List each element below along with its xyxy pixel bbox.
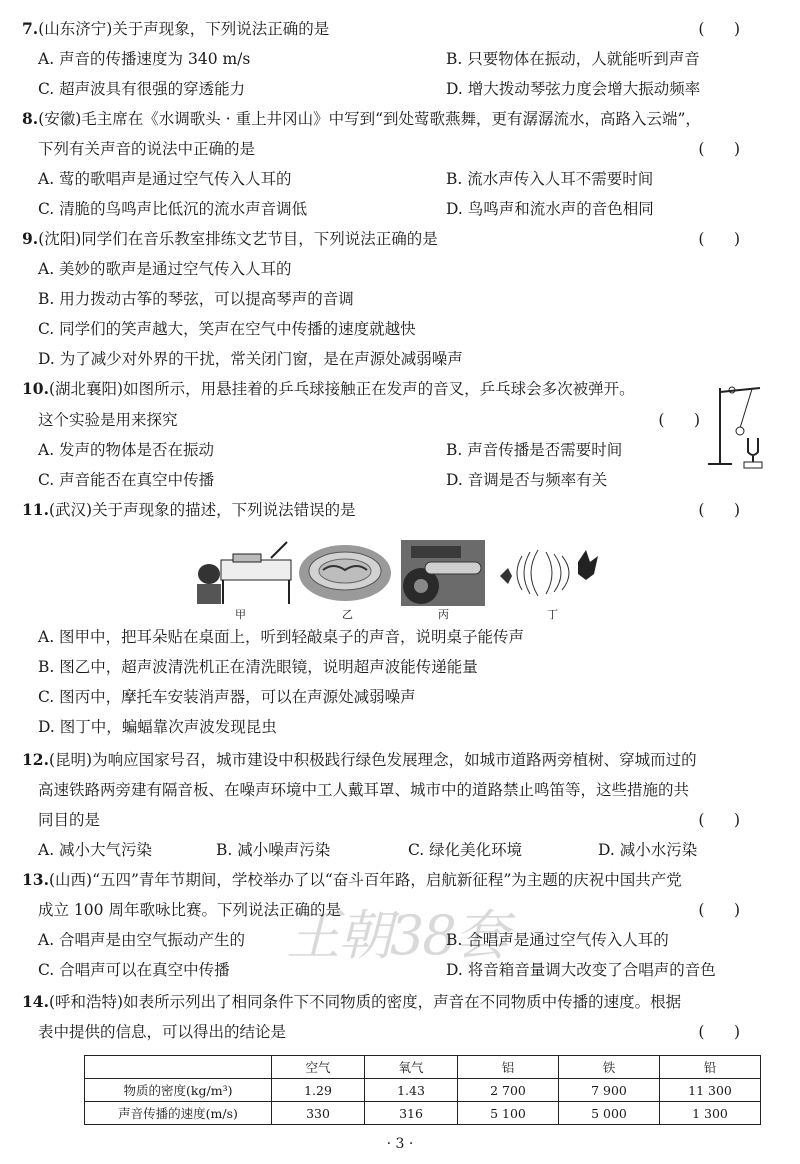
table-row-label: 物质的密度(kg/m³): [85, 1079, 272, 1102]
q9-source: (沈阳): [38, 230, 82, 248]
q7-stem-line: [22, 17, 770, 41]
q14-stem: 如表所示列出了相同条件下不同物质的密度，声音在不同物质中传播的速度。根据: [123, 993, 682, 1011]
table-cell: 7 900: [559, 1079, 660, 1102]
q13-option-c: C. 合唱声可以在真空中传播: [38, 961, 230, 979]
q11-answer-paren: ( ): [698, 501, 740, 519]
q12-stem-line3: [38, 808, 770, 832]
q14-stem2: 表中提供的信息，可以得出的结论是: [38, 1023, 287, 1041]
q7-number: 7.: [22, 19, 39, 38]
q8-option-c: C. 清脆的鸟鸣声比低沉的流水声音调低: [38, 200, 308, 218]
table-cell: 316: [365, 1102, 458, 1125]
figure-label-jia: 甲: [235, 608, 246, 621]
q12-source: (昆明): [48, 751, 93, 769]
q9-option-b: B. 用力拨动古筝的琴弦，可以提高琴声的音调: [38, 290, 354, 308]
q12-option-c: C. 绿化美化环境: [408, 841, 523, 859]
table-row: [85, 1102, 761, 1125]
q10-stem-line: [22, 377, 700, 401]
table-cell: 2 700: [458, 1079, 559, 1102]
figure-bing-motorcycle-muffler: [401, 540, 485, 606]
q10-answer-paren: ( ): [658, 411, 700, 429]
table-cell: 1 300: [660, 1102, 761, 1125]
table-header-cell: 铝: [458, 1056, 559, 1079]
q7-options-cd: [38, 77, 770, 101]
q13-source: (山西): [48, 871, 93, 889]
q10-stem-line2: [38, 408, 700, 432]
q11-source: (武汉): [48, 501, 93, 519]
q7-options-ab: [38, 47, 770, 71]
q10-source: (湖北襄阳): [48, 380, 124, 398]
q10-number: 10.: [22, 379, 49, 398]
table-row-label: 声音传播的速度(m/s): [85, 1102, 272, 1125]
q13-option-d: D. 将音箱音量调大改变了合唱声的音色: [446, 961, 716, 979]
q10-option-b: B. 声音传播是否需要时间: [446, 441, 623, 459]
table-header-cell: [85, 1056, 272, 1079]
table-header-row: [85, 1056, 761, 1079]
q8-source: (安徽): [38, 110, 82, 128]
q8-number: 8.: [22, 109, 39, 128]
q8-stem-line: [22, 107, 770, 131]
q12-stem-line: [22, 748, 770, 772]
q8-options-ab: [38, 167, 770, 191]
q9-stem-line: [22, 227, 770, 251]
figure-yi-ultrasonic-cleaner: [297, 540, 393, 606]
page-number: · 3 ·: [386, 1136, 414, 1152]
q12-stem-line2: 高速铁路两旁建有隔音板、在噪声环境中工人戴耳罩、城市中的道路禁止鸣笛等，这些措施的共: [38, 781, 690, 799]
q8-stem-line2: [38, 137, 770, 161]
q7-option-c: C. 超声波具有很强的穿透能力: [38, 80, 246, 98]
q12-number: 12.: [22, 750, 49, 769]
q14-source: (呼和浩特): [48, 993, 124, 1011]
q13-options-ab: [38, 928, 770, 952]
table-row: [85, 1079, 761, 1102]
table-header-cell: 铁: [559, 1056, 660, 1079]
q14-stem-line2: [38, 1020, 770, 1044]
q11-option-d: D. 图丁中，蝙蝠靠次声波发现昆虫: [38, 718, 277, 736]
q13-stem2: 成立 100 周年歌咏比赛。下列说法正确的是: [38, 901, 341, 919]
q11-stem: 关于声现象的描述，下列说法错误的是: [92, 501, 356, 519]
q12-answer-paren: ( ): [698, 811, 740, 829]
table-cell: 330: [272, 1102, 365, 1125]
density-speed-table: [84, 1055, 761, 1125]
q7-answer-paren: ( ): [698, 20, 740, 38]
q8-answer-paren: ( ): [698, 140, 740, 158]
q11-option-a: A. 图甲中，把耳朵贴在桌面上，听到轻敲桌子的声音，说明桌子能传声: [38, 628, 525, 646]
q12-options: [38, 838, 770, 862]
table-cell: 1.43: [365, 1079, 458, 1102]
q12-option-a: A. 减小大气污染: [38, 841, 153, 859]
q10-stem: 如图所示，用悬挂着的乒乓球接触正在发声的音叉，乒乓球会多次被弹开。: [123, 380, 635, 398]
q7-option-a: A. 声音的传播速度为 340 m/s: [38, 50, 251, 68]
q11-number: 11.: [22, 500, 49, 519]
q13-stem-line2: [38, 898, 770, 922]
q12-option-b: B. 减小噪声污染: [216, 841, 331, 859]
q9-answer-paren: ( ): [698, 230, 740, 248]
q8-option-b: B. 流水声传入人耳不需要时间: [446, 170, 654, 188]
q9-option-a: A. 美妙的歌声是通过空气传入人耳的: [38, 260, 292, 278]
q10-options-cd: [38, 468, 770, 492]
q11-option-c: C. 图丙中，摩托车安装消声器，可以在声源处减弱噪声: [38, 688, 416, 706]
q13-option-b: B. 合唱声是通过空气传入人耳的: [446, 931, 669, 949]
q14-answer-paren: ( ): [698, 1023, 740, 1041]
q10-options-ab: [38, 438, 770, 462]
figure-ding-bat-echolocation: [498, 540, 602, 606]
q10-option-d: D. 音调是否与频率有关: [446, 471, 608, 489]
q13-option-a: A. 合唱声是由空气振动产生的: [38, 931, 246, 949]
table-cell: 5 000: [559, 1102, 660, 1125]
q8-option-a: A. 莺的歌唱声是通过空气传入人耳的: [38, 170, 292, 188]
q9-option-c: C. 同学们的笑声越大，笑声在空气中传播的速度就越快: [38, 320, 416, 338]
q11-option-b: B. 图乙中，超声波清洗机正在清洗眼镜，说明超声波能传递能量: [38, 658, 478, 676]
table-header-cell: 氧气: [365, 1056, 458, 1079]
q7-stem: 关于声现象，下列说法正确的是: [112, 20, 330, 38]
q8-stem2: 下列有关声音的说法中正确的是: [38, 140, 256, 158]
q13-answer-paren: ( ): [698, 901, 740, 919]
table-cell: 1.29: [272, 1079, 365, 1102]
figure-label-ding: 丁: [547, 608, 558, 621]
q11-stem-line: [22, 498, 770, 522]
q10-stem2: 这个实验是用来探究: [38, 411, 178, 429]
q9-number: 9.: [22, 229, 39, 248]
q7-source: (山东济宁): [38, 20, 113, 38]
q8-stem: 毛主席在《水调歌头 · 重上井冈山》中写到“到处莺歌燕舞，更有潺潺流水，高路入云端”，: [81, 110, 701, 128]
tuning-fork-figure: [700, 378, 780, 474]
q13-options-cd: [38, 958, 770, 982]
figure-label-yi: 乙: [342, 608, 353, 621]
q14-number: 14.: [22, 992, 49, 1011]
q10-option-a: A. 发声的物体是否在振动: [38, 441, 215, 459]
q12-option-d: D. 减小水污染: [598, 841, 698, 859]
table-header-cell: 空气: [272, 1056, 365, 1079]
q10-option-c: C. 声音能否在真空中传播: [38, 471, 215, 489]
q9-stem: 同学们在音乐教室排练文艺节目，下列说法正确的是: [81, 230, 438, 248]
q7-option-b: B. 只要物体在振动，人就能听到声音: [446, 50, 700, 68]
table-cell: 5 100: [458, 1102, 559, 1125]
table-cell: 11 300: [660, 1079, 761, 1102]
q8-option-d: D. 鸟鸣声和流水声的音色相同: [446, 200, 654, 218]
q13-number: 13.: [22, 870, 49, 889]
watermark: 王朝38套: [286, 904, 507, 967]
q9-option-d: D. 为了减少对外界的干扰，常关闭门窗，是在声源处减弱噪声: [38, 350, 463, 368]
q13-stem: “五四”青年节期间，学校举办了以“奋斗百年路，启航新征程”为主题的庆祝中国共产党: [92, 871, 682, 889]
q13-stem-line: [22, 868, 770, 892]
q12-stem3: 同目的是: [38, 811, 101, 829]
q14-stem-line: [22, 990, 770, 1014]
table-header-cell: 铅: [660, 1056, 761, 1079]
figure-jia-desk: [193, 540, 293, 606]
q8-options-cd: [38, 197, 770, 221]
q7-option-d: D. 增大拨动琴弦力度会增大振动频率: [446, 80, 701, 98]
q12-stem: 为响应国家号召，城市建设中积极践行绿色发展理念，如城市道路两旁植树、穿城而过的: [92, 751, 697, 769]
figure-label-bing: 丙: [438, 608, 449, 621]
